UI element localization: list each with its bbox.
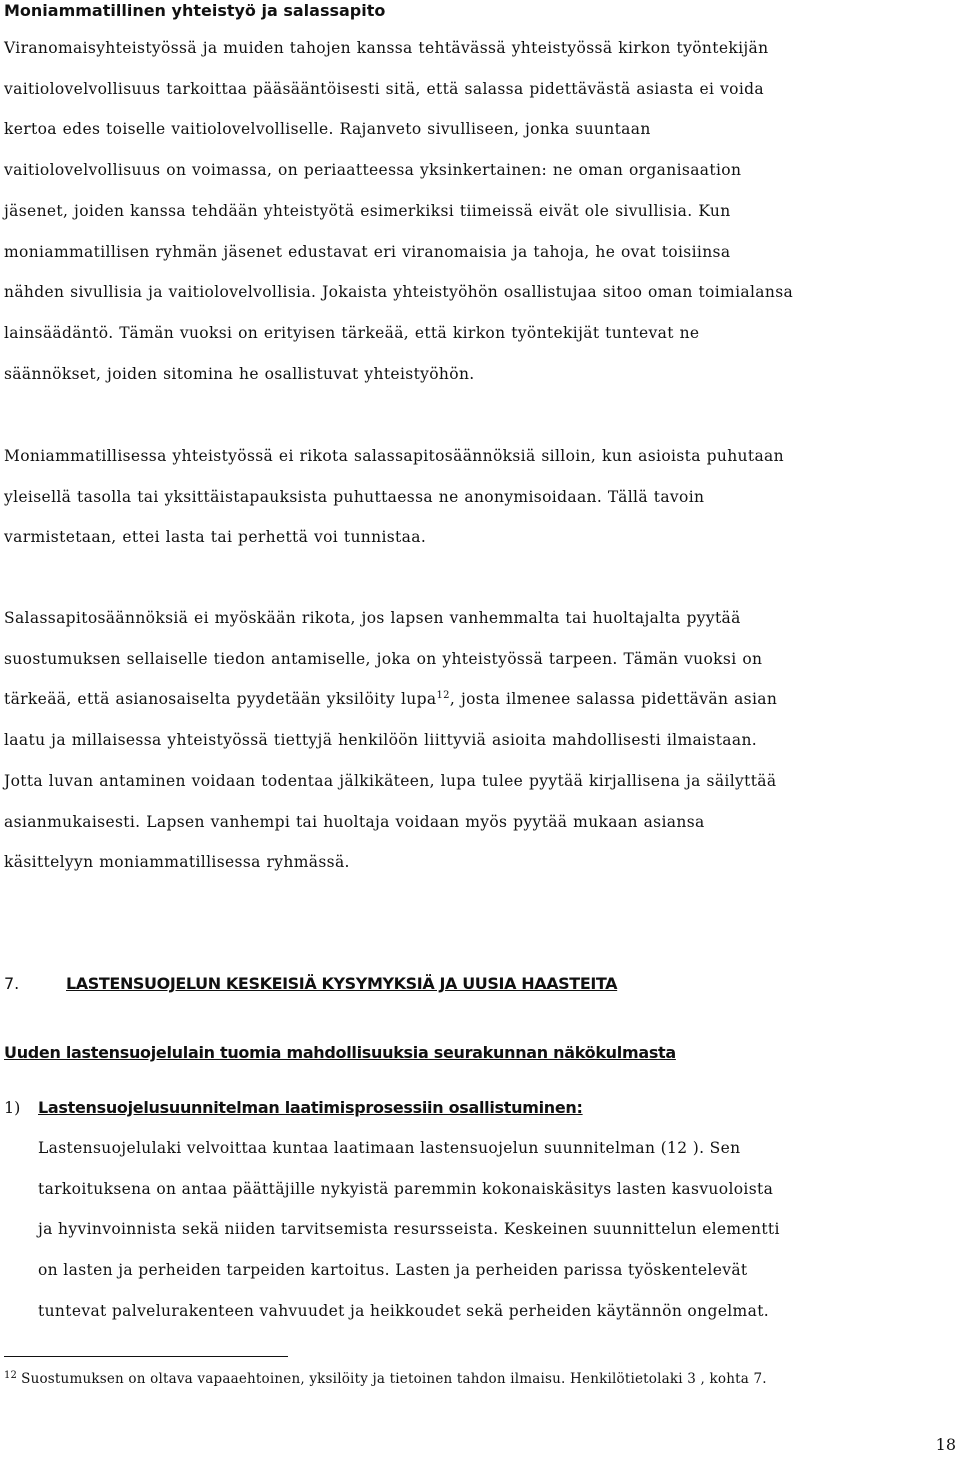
paragraph-line: asianmukaisesti. Lapsen vanhempi tai huoltaja voidaan myös pyytää mukaan asiansa <box>4 812 705 831</box>
paragraph-line: kertoa edes toiselle vaitiolovelvolliselle. Rajanveto sivulliseen, jonka suuntaan <box>4 120 651 139</box>
footnote-reference[interactable]: 12 <box>436 690 450 702</box>
paragraph-line: tuntevat palvelurakenteen vahvuudet ja heikkoudet sekä perheiden käytännön ongelmat. <box>38 1301 770 1320</box>
paragraph-line: ja hyvinvoinnista sekä niiden tarvitsemista resursseista. Keskeinen suunnittelun elementti <box>38 1220 780 1239</box>
chapter-number: 7. <box>4 974 20 993</box>
paragraph-line: vaitiolovelvollisuus tarkoittaa pääsääntöisesti sitä, että salassa pidettävästä asiasta ei voida <box>4 79 765 98</box>
paragraph-line: lainsäädäntö. Tämän vuoksi on erityisen tärkeää, että kirkon työntekijät tuntevat ne <box>4 323 700 342</box>
paragraph-line: Salassapitosäännöksiä ei myöskään rikota, jos lapsen vanhemmalta tai huoltajalta pyytää <box>4 609 741 627</box>
footnote-separator <box>4 1356 288 1357</box>
paragraph-line: Viranomaisyhteistyössä ja muiden tahojen kanssa tehtävässä yhteistyössä kirkon työntekijän <box>4 39 769 57</box>
paragraph-line: Jotta luvan antaminen voidaan todentaa jälkikäteen, lupa tulee pyytää kirjallisena ja säilyttää <box>4 771 777 790</box>
paragraph-line: yleisellä tasolla tai yksittäistapauksista puhuttaessa ne anonymisoidaan. Tällä tavoin <box>4 487 705 506</box>
paragraph-line: nähden sivullisia ja vaitiolovelvollisia. Jokaista yhteistyöhön osallistujaa sitoo oman toimialansa <box>4 283 794 302</box>
list-item-heading <box>4 1096 583 1120</box>
paragraph-line <box>4 679 956 720</box>
section-heading: Moniammatillinen yhteistyö ja salassapito <box>4 1 386 20</box>
paragraph-confidentiality <box>4 28 956 394</box>
paragraph-line: jäsenet, joiden kanssa tehdään yhteistyötä esimerkiksi tiimeissä eivät ole sivullisia. Kun <box>4 201 731 220</box>
paragraph-line: tarkoituksena on antaa päättäjille nykyistä paremmin kokonaiskäsitys lasten kasvuoloista <box>38 1179 774 1198</box>
footnote-mark: 12 <box>4 1370 18 1381</box>
paragraph-line: on lasten ja perheiden tarpeiden kartoitus. Lasten ja perheiden parissa työskentelevät <box>38 1261 748 1280</box>
list-item-body <box>38 1128 956 1332</box>
page-number: 18 <box>935 1435 956 1454</box>
paragraph-line: varmistetaan, ettei lasta tai perhettä voi tunnistaa. <box>4 528 427 547</box>
line-text: , josta ilmenee salassa pidettävän asian <box>449 690 778 709</box>
paragraph-line: Lastensuojelulaki velvoittaa kuntaa laatimaan lastensuojelun suunnitelman (12 ). Sen <box>38 1139 741 1157</box>
paragraph-line: säännökset, joiden sitomina he osallistuvat yhteistyöhön. <box>4 364 475 383</box>
paragraph-line: laatu ja millaisessa yhteistyössä tiettyjä henkilöön liittyviä asioita mahdollisesti ilmaistaan. <box>4 731 758 750</box>
chapter-heading <box>4 972 617 996</box>
list-marker: 1) <box>4 1098 21 1117</box>
line-text: tärkeää, että asianosaiselta pyydetään yksilöity lupa <box>4 690 437 709</box>
paragraph-line: suostumuksen sellaiselle tiedon antamiselle, joka on yhteistyössä tarpeen. Tämän vuoksi on <box>4 649 763 668</box>
chapter-title: LASTENSUOJELUN KESKEISIÄ KYSYMYKSIÄ JA UUSIA HAASTEITA <box>66 974 618 993</box>
paragraph-line: käsittelyyn moniammatillisessa ryhmässä. <box>4 853 350 872</box>
paragraph-line: vaitiolovelvollisuus on voimassa, on periaatteessa yksinkertainen: ne oman organisaation <box>4 161 742 180</box>
paragraph-line: moniammatillisen ryhmän jäsenet edustavat eri viranomaisia ja tahoja, he ovat toisiinsa <box>4 242 731 261</box>
paragraph-consent <box>4 598 956 883</box>
footnote-text: Suostumuksen on oltava vapaaehtoinen, yksilöity ja tietoinen tahdon ilmaisu. Henkilötietolaki 3 , kohta 7. <box>21 1371 767 1387</box>
paragraph-line: Moniammatillisessa yhteistyössä ei rikota salassapitosäännöksiä silloin, kun asioista puhutaan <box>4 447 784 465</box>
subheading: Uuden lastensuojelulain tuomia mahdollisuuksia seurakunnan näkökulmasta <box>4 1043 676 1062</box>
list-item-label: Lastensuojelusuunnitelman laatimisprosessiin osallistuminen: <box>38 1098 583 1117</box>
paragraph-anonymisation <box>4 436 956 558</box>
footnote <box>4 1368 767 1390</box>
